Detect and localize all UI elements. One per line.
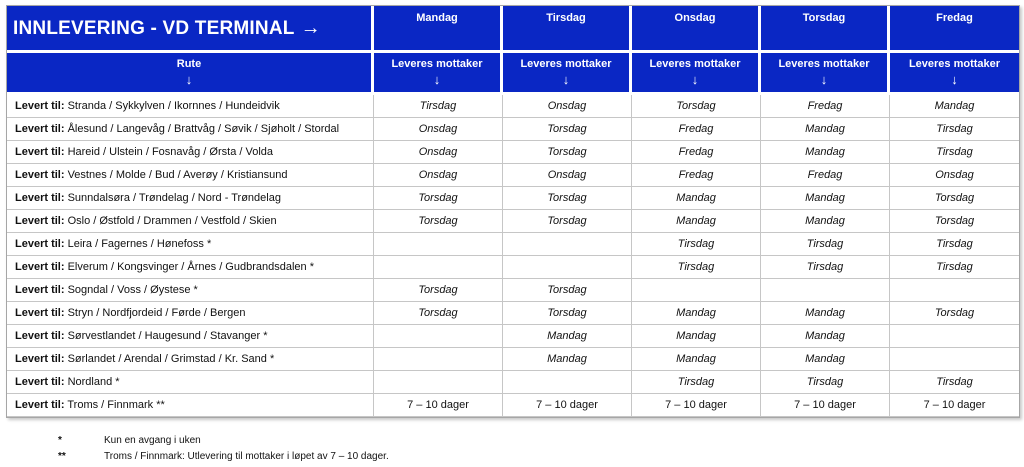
row-prefix: Levert til: — [15, 376, 65, 388]
route-cell — [7, 233, 374, 256]
delivery-day-cell: Fredag — [632, 164, 761, 187]
delivery-day-cell — [503, 256, 632, 279]
route-name: Stranda / Sykkylven / Ikornnes / Hundeidvik — [67, 100, 280, 112]
row-prefix: Levert til: — [15, 215, 65, 227]
delivery-day-cell: Mandag — [632, 210, 761, 233]
route-cell — [7, 210, 374, 233]
table-row — [7, 348, 1019, 371]
footnote — [58, 448, 389, 464]
delivery-day-cell: 7 – 10 dager — [761, 394, 890, 417]
receiver-header — [632, 53, 761, 95]
delivery-day-cell — [890, 348, 1019, 371]
row-prefix: Levert til: — [15, 307, 65, 319]
row-prefix: Levert til: — [15, 238, 65, 250]
delivery-day-cell — [374, 348, 503, 371]
delivery-day-cell: Tirsdag — [890, 118, 1019, 141]
delivery-day-cell: 7 – 10 dager — [503, 394, 632, 417]
route-name: Vestnes / Molde / Bud / Averøy / Kristiansund — [67, 169, 288, 181]
delivery-day-cell: Torsdag — [632, 95, 761, 118]
delivery-day-cell: Tirsdag — [761, 233, 890, 256]
delivery-day-cell — [890, 325, 1019, 348]
delivery-day-cell: Onsdag — [503, 164, 632, 187]
footnote-mark: ** — [58, 450, 66, 462]
route-name: Sogndal / Voss / Øystese * — [67, 284, 198, 296]
delivery-day-cell: Tirsdag — [632, 371, 761, 394]
table-row — [7, 141, 1019, 164]
title-row — [7, 6, 1019, 53]
receiver-header-label: Leveres mottaker — [391, 58, 483, 70]
down-arrow-icon: ↓ — [820, 72, 828, 87]
delivery-day-cell: Onsdag — [503, 95, 632, 118]
row-prefix: Levert til: — [15, 192, 65, 204]
row-prefix: Levert til: — [15, 284, 65, 296]
delivery-day-cell: Tirsdag — [890, 141, 1019, 164]
row-prefix: Levert til: — [15, 146, 65, 158]
title-text: INNLEVERING - VD TERMINAL — [13, 17, 295, 39]
table-row — [7, 233, 1019, 256]
table-row — [7, 95, 1019, 118]
delivery-day-cell: Mandag — [632, 348, 761, 371]
delivery-day-cell: Mandag — [761, 302, 890, 325]
table-row — [7, 187, 1019, 210]
route-name: Sørlandet / Arendal / Grimstad / Kr. Sand * — [67, 353, 275, 365]
delivery-day-cell: Torsdag — [503, 118, 632, 141]
delivery-day-cell: Onsdag — [374, 164, 503, 187]
route-cell — [7, 371, 374, 394]
down-arrow-icon: ↓ — [185, 72, 193, 87]
delivery-day-cell: Onsdag — [374, 118, 503, 141]
delivery-day-cell: Mandag — [632, 325, 761, 348]
route-cell — [7, 141, 374, 164]
subheader-row — [7, 53, 1019, 95]
table-row — [7, 325, 1019, 348]
table-row — [7, 371, 1019, 394]
delivery-day-cell: Tirsdag — [761, 256, 890, 279]
right-arrow-icon: → — [300, 16, 321, 39]
table-row — [7, 210, 1019, 233]
table-row — [7, 118, 1019, 141]
delivery-day-cell: Torsdag — [374, 210, 503, 233]
footnote-text: Troms / Finnmark: Utlevering til mottaker i løpet av 7 – 10 dager. — [104, 450, 389, 462]
down-arrow-icon: ↓ — [951, 72, 958, 87]
route-name: Ålesund / Langevåg / Brattvåg / Søvik / Sjøholt / Stordal — [67, 123, 340, 135]
route-name: Oslo / Østfold / Drammen / Vestfold / Skien — [67, 215, 277, 227]
delivery-day-cell: Tirsdag — [632, 256, 761, 279]
row-prefix: Levert til: — [15, 330, 65, 342]
delivery-day-cell — [632, 279, 761, 302]
table-row — [7, 302, 1019, 325]
route-name: Leira / Fagernes / Hønefoss * — [67, 238, 212, 250]
route-name: Stryn / Nordfjordeid / Førde / Bergen — [67, 307, 246, 319]
row-prefix: Levert til: — [15, 399, 65, 411]
delivery-day-cell: Torsdag — [374, 187, 503, 210]
route-cell — [7, 279, 374, 302]
row-prefix: Levert til: — [15, 123, 65, 135]
receiver-header — [503, 53, 632, 95]
delivery-day-cell: Fredag — [761, 95, 890, 118]
delivery-day-cell — [374, 371, 503, 394]
table-row — [7, 256, 1019, 279]
receiver-header — [890, 53, 1019, 95]
route-cell — [7, 187, 374, 210]
route-cell — [7, 348, 374, 371]
receiver-header — [761, 53, 890, 95]
delivery-day-cell: Fredag — [632, 118, 761, 141]
delivery-day-cell: Tirsdag — [890, 371, 1019, 394]
route-name: Elverum / Kongsvinger / Årnes / Gudbrandsdalen * — [67, 261, 314, 273]
footnote-mark: * — [58, 434, 62, 446]
delivery-day-cell: Tirsdag — [761, 371, 890, 394]
delivery-day-cell: Torsdag — [503, 187, 632, 210]
receiver-header-label: Leveres mottaker — [778, 58, 870, 70]
delivery-day-cell: Tirsdag — [890, 233, 1019, 256]
row-prefix: Levert til: — [15, 169, 65, 181]
route-header — [7, 53, 374, 95]
route-cell — [7, 118, 374, 141]
delivery-day-cell: Torsdag — [890, 302, 1019, 325]
schedule-table — [7, 6, 1019, 417]
footnotes — [58, 432, 389, 464]
delivery-day-cell: 7 – 10 dager — [632, 394, 761, 417]
receiver-header-label: Leveres mottaker — [908, 58, 1001, 70]
delivery-day-cell — [374, 233, 503, 256]
down-arrow-icon: ↓ — [562, 72, 570, 87]
delivery-day-cell — [503, 233, 632, 256]
row-prefix: Levert til: — [15, 353, 65, 365]
delivery-day-cell: Onsdag — [890, 164, 1019, 187]
delivery-day-cell: Torsdag — [503, 210, 632, 233]
delivery-day-cell: Mandag — [761, 325, 890, 348]
delivery-day-cell: Mandag — [890, 95, 1019, 118]
delivery-day-cell: Fredag — [632, 141, 761, 164]
delivery-day-cell: Torsdag — [503, 302, 632, 325]
route-header-label: Rute — [176, 58, 202, 70]
day-header-torsdag: Torsdag — [761, 6, 890, 53]
delivery-day-cell: Mandag — [503, 348, 632, 371]
route-cell — [7, 394, 374, 417]
row-prefix: Levert til: — [15, 100, 65, 112]
day-header-onsdag: Onsdag — [632, 6, 761, 53]
delivery-day-cell: 7 – 10 dager — [374, 394, 503, 417]
footnote — [58, 432, 389, 448]
delivery-day-cell: Mandag — [761, 118, 890, 141]
route-cell — [7, 95, 374, 118]
day-header-fredag: Fredag — [890, 6, 1019, 53]
schedule-sheet — [6, 5, 1020, 418]
receiver-header-label: Leveres mottaker — [520, 58, 612, 70]
route-cell — [7, 164, 374, 187]
delivery-day-cell: Mandag — [761, 141, 890, 164]
delivery-day-cell — [503, 371, 632, 394]
delivery-day-cell: Tirsdag — [374, 95, 503, 118]
delivery-day-cell: 7 – 10 dager — [890, 394, 1019, 417]
delivery-day-cell: Torsdag — [503, 141, 632, 164]
delivery-day-cell — [374, 325, 503, 348]
delivery-day-cell: Mandag — [503, 325, 632, 348]
delivery-day-cell: Torsdag — [374, 279, 503, 302]
table-row — [7, 164, 1019, 187]
receiver-header-label: Leveres mottaker — [649, 58, 741, 70]
table-row — [7, 279, 1019, 302]
table-title — [7, 6, 374, 53]
delivery-day-cell — [890, 279, 1019, 302]
row-prefix: Levert til: — [15, 261, 65, 273]
delivery-day-cell: Tirsdag — [890, 256, 1019, 279]
footnote-text: Kun en avgang i uken — [104, 434, 201, 446]
route-name: Sunndalsøra / Trøndelag / Nord - Trøndelag — [67, 192, 281, 204]
delivery-day-cell: Mandag — [632, 302, 761, 325]
delivery-day-cell: Torsdag — [890, 187, 1019, 210]
receiver-header — [374, 53, 503, 95]
route-cell — [7, 256, 374, 279]
delivery-day-cell: Mandag — [761, 348, 890, 371]
delivery-day-cell: Fredag — [761, 164, 890, 187]
day-header-tirsdag: Tirsdag — [503, 6, 632, 53]
delivery-day-cell: Torsdag — [374, 302, 503, 325]
route-name: Hareid / Ulstein / Fosnavåg / Ørsta / Volda — [67, 146, 274, 158]
down-arrow-icon: ↓ — [433, 72, 441, 87]
route-name: Sørvestlandet / Haugesund / Stavanger * — [67, 330, 268, 342]
delivery-day-cell: Mandag — [761, 187, 890, 210]
day-header-mandag: Mandag — [374, 6, 503, 53]
delivery-day-cell: Torsdag — [890, 210, 1019, 233]
delivery-day-cell: Mandag — [761, 210, 890, 233]
delivery-day-cell: Torsdag — [503, 279, 632, 302]
delivery-day-cell: Mandag — [632, 187, 761, 210]
route-cell — [7, 302, 374, 325]
delivery-day-cell: Tirsdag — [632, 233, 761, 256]
delivery-day-cell — [374, 256, 503, 279]
table-row — [7, 394, 1019, 417]
route-name: Nordland * — [67, 376, 120, 388]
delivery-day-cell: Onsdag — [374, 141, 503, 164]
route-name: Troms / Finnmark ** — [67, 399, 165, 411]
down-arrow-icon: ↓ — [691, 72, 699, 87]
delivery-day-cell — [761, 279, 890, 302]
route-cell — [7, 325, 374, 348]
